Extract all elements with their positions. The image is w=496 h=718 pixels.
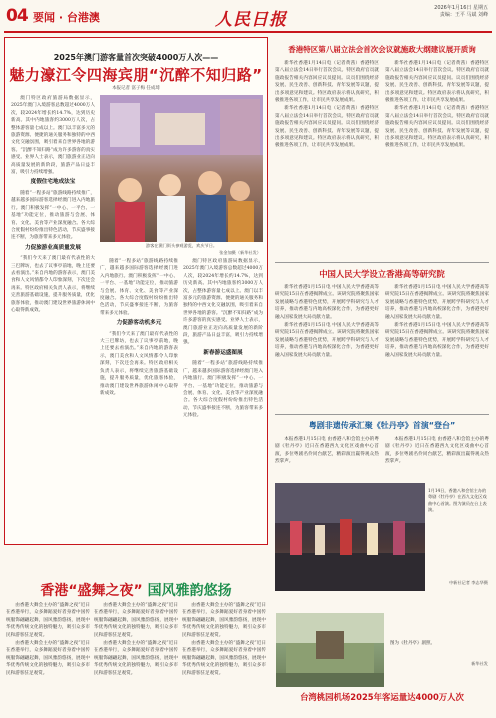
lead-subhead: 力促游客动机多元: [116, 320, 162, 327]
right-divider: [275, 414, 489, 415]
lead-subhead: 度假住宅地成法宝: [30, 179, 76, 186]
lead-photo-credit: 张金加摄（新华社发）: [219, 250, 261, 255]
editor-line: 责编：王平 马斌 刘峰: [439, 12, 488, 18]
opera-photo-caption: 1月14日，香港八和会馆主办的粤剧《牡丹亭》在西九文化区戏曲中心首演。图为演员在台上表演。: [428, 488, 487, 513]
lead-kicker: 2025年澳门游客量首次突破4000万人次——: [53, 53, 219, 62]
lead-column-2: [100, 258, 178, 538]
lead-paragraph: “我们今天来了澳门最有代表性的大三巴牌坊，也去了议事亭前地，晚上还要去看演出。”来自内地的游客表示，澳门美食和人文风情都令人印象深刻，下次还会再来。特区政府相关负责人表示，将继续完善旅游基础设施，提升服务质量，优化旅客体验，推动澳门建设世界旅游休闲中心取得新成效。: [11, 256, 95, 313]
right-divider: [275, 262, 489, 263]
bottom-paragraph: 由香港大舞会主办的“盛舞之夜”近日在香港举行，众多舞蹈爱好者身着中国传统服饰翩翩起舞，国风雅韵悠扬，展现中华优秀传统文化的独特魅力，吸引众多市民和游客驻足观赏。: [182, 641, 266, 676]
right-paragraph: 新华社香港1月15日电 中国人民大学香港高等研究院15日在香港揭牌成立。该研究院将聚焦国家发展战略与香港特色优势，开展跨学科研究与人才培养，推动香港与内地高校深化合作，为香港更好融入国家发展大局贡献力量。: [275, 285, 379, 320]
right-paragraph: 新华社香港1月15日电 中国人民大学香港高等研究院15日在香港揭牌成立。该研究院将聚焦国家发展战略与香港特色优势，开展跨学科研究与人才培养，推动香港与内地高校深化合作，为香港更好融入国家发展大局贡献力量。: [385, 285, 489, 320]
opera-photo[interactable]: [275, 483, 425, 591]
right-story-1-column-b: [385, 60, 489, 260]
opera-photo-illustration: [275, 483, 425, 591]
lead-paragraph: 澳门特区政府旅游局数据显示，2025年澳门入境游客总数超过4000万人次，较2024年增长约14.7%，达到历史新高。其中内地旅客约3000万人次，占整体游客量七成以上。澳门以丰富多元的旅游资源、便捷的通关服务和独特的中西文化交融氛围，吸引着来自世界各地的游客。“沉醉不知归路”成为许多游客的真实感受。业界人士表示，澳门旅游业正迈向高质量发展的新阶段，旅游产品日益丰富，吸引力持续增强。: [183, 259, 263, 346]
right-paragraph: 新华社香港1月14日电（记者黄茜）香港特区第八届立法会14日举行首次会议。特区政府官员就施政报告相关内容回应议员提问。议员们围绕经济发展、民生改善、创新科技、青年发展等议题，提出多项意见和建议。特区政府表示将认真研究，积极推进各项工作，让市民共享发展成果。: [275, 106, 379, 149]
bottom-column-3: [182, 602, 266, 712]
lead-subhead: 力促旅游业高质量发展: [25, 244, 81, 251]
bottom-right-photo-illustration: [276, 613, 384, 687]
right-paragraph: 本报香港1月15日电 由香港八和会馆主办的粤剧《牡丹亭》近日在香港西九文化区戏曲中心首演，多位粤剧名伶同台献艺，精彩演出赢得观众热烈掌声。: [275, 437, 379, 465]
bottom-paragraph: 由香港大舞会主办的“盛舞之夜”近日在香港举行，众多舞蹈爱好者身着中国传统服饰翩翩起舞，国风雅韵悠扬，展现中华优秀传统文化的独特魅力，吸引众多市民和游客驻足观赏。: [6, 603, 90, 638]
right-paragraph: 新华社香港1月15日电 中国人民大学香港高等研究院15日在香港揭牌成立。该研究院将聚焦国家发展战略与香港特色优势，开展跨学科研究与人才培养，推动香港与内地高校深化合作，为香港更好融入国家发展大局贡献力量。: [275, 323, 379, 358]
header-info: [434, 5, 488, 19]
lead-paragraph: 随着“一程多站”旅游线路持续推广，越来越多国际游客选择经澳门进入内地旅行。澳门积极发挥“一中心、一平台、一基地”功能定位，推动旅游与会展、体育、文化、美食等产业深度融合。各大综合度假村纷纷推出特色活动，节庆盛事接连不断，为旅客带来多元体验。: [183, 361, 263, 419]
right-headline-3[interactable]: 粤剧非遗传承汇聚《牡丹亭》首演“登台”: [308, 421, 456, 430]
right-paragraph: 新华社香港1月14日电（记者黄茜）香港特区第八届立法会14日举行首次会议。特区政府官员就施政报告相关内容回应议员提问。议员们围绕经济发展、民生改善、创新科技、青年发展等议题，提出多项意见和建议。特区政府表示将认真研究，积极推进各项工作，让市民共享发展成果。: [385, 61, 489, 104]
lead-photo[interactable]: [100, 95, 263, 242]
bottom-paragraph: 由香港大舞会主办的“盛舞之夜”近日在香港举行，众多舞蹈爱好者身着中国传统服饰翩翩起舞，国风雅韵悠扬，展现中华优秀传统文化的独特魅力，吸引众多市民和游客驻足观赏。: [94, 641, 178, 676]
right-paragraph: 新华社香港1月14日电（记者黄茜）香港特区第八届立法会14日举行首次会议。特区政府官员就施政报告相关内容回应议员提问。议员们围绕经济发展、民生改善、创新科技、青年发展等议题，提出多项意见和建议。特区政府表示将认真研究，积极推进各项工作，让市民共享发展成果。: [275, 61, 379, 104]
header-rule: [4, 31, 492, 33]
lead-byline: 本报记者 富子梅 任成琦: [112, 86, 160, 91]
right-story-3-column-b: [385, 436, 489, 480]
bottom-headline[interactable]: [4, 580, 268, 600]
bottom-paragraph: 由香港大舞会主办的“盛舞之夜”近日在香港举行，众多舞蹈爱好者身着中国传统服饰翩翩起舞，国风雅韵悠扬，展现中华优秀传统文化的独特魅力，吸引众多市民和游客驻足观赏。: [182, 603, 266, 638]
lead-paragraph: 澳门特区政府旅游局数据显示，2025年澳门入境游客总数超过4000万人次，较2024年增长约14.7%，达到历史新高。其中内地旅客约3000万人次，占整体游客量七成以上。澳门以丰富多元的旅游资源、便捷的通关服务和独特的中西文化交融氛围，吸引着来自世界各地的游客。“沉醉不知归路”成为许多游客的真实感受。业界人士表示，澳门旅游业正迈向高质量发展的新阶段，旅游产品日益丰富，吸引力持续增强。: [11, 96, 95, 176]
bottom-right-headline[interactable]: 台湾桃园机场2025年客运量达4000万人次: [300, 692, 464, 702]
right-paragraph: 新华社香港1月14日电（记者黄茜）香港特区第八届立法会14日举行首次会议。特区政府官员就施政报告相关内容回应议员提问。议员们围绕经济发展、民生改善、创新科技、青年发展等议题，提出多项意见和建议。特区政府表示将认真研究，积极推进各项工作，让市民共享发展成果。: [385, 106, 489, 149]
bottom-headline-part-2: 国风雅韵悠扬: [147, 583, 232, 599]
bottom-paragraph: 由香港大舞会主办的“盛舞之夜”近日在香港举行，众多舞蹈爱好者身着中国传统服饰翩翩起舞，国风雅韵悠扬，展现中华优秀传统文化的独特魅力，吸引众多市民和游客驻足观赏。: [94, 603, 178, 638]
bottom-paragraph: 由香港大舞会主办的“盛舞之夜”近日在香港举行，众多舞蹈爱好者身着中国传统服饰翩翩起舞，国风雅韵悠扬，展现中华优秀传统文化的独特魅力，吸引众多市民和游客驻足观赏。: [6, 641, 90, 676]
lead-photo-caption: 游客在澳门街头参观游览，欢庆节日。: [145, 243, 218, 248]
right-paragraph: 本报香港1月15日电 由香港八和会馆主办的粤剧《牡丹亭》近日在香港西九文化区戏曲中心首演，多位粤剧名伶同台献艺，精彩演出赢得观众热烈掌声。: [385, 437, 489, 465]
bottom-right-photo[interactable]: [276, 613, 384, 687]
lead-column-1: [11, 95, 95, 535]
right-story-3-column-a: [275, 436, 379, 480]
right-story-1-column-a: [275, 60, 379, 260]
bottom-headline-part-1: 香港“盛舞之夜”: [40, 583, 143, 599]
right-paragraph: 新华社香港1月15日电 中国人民大学香港高等研究院15日在香港揭牌成立。该研究院将聚焦国家发展战略与香港特色优势，开展跨学科研究与人才培养，推动香港与内地高校深化合作，为香港更好融入国家发展大局贡献力量。: [385, 323, 489, 358]
right-story-2-column-b: [385, 284, 489, 412]
right-headline-2[interactable]: 中国人民大学设立香港高等研究院: [319, 269, 445, 279]
page-number: 04: [6, 6, 28, 26]
lead-photo-illustration: [100, 95, 263, 242]
lead-paragraph: 随着“一程多站”旅游线路持续推广，越来越多国际游客选择经澳门进入内地旅行。澳门积极发挥“一中心、一平台、一基地”功能定位，推动旅游与会展、体育、文化、美食等产业深度融合。各大综合度假村纷纷推出特色活动，节庆盛事接连不断，为旅客带来多元体验。: [100, 259, 178, 316]
lead-column-3: [183, 258, 263, 538]
newspaper-logo: 人民日报: [215, 10, 287, 30]
section-title: 要闻 · 台港澳: [33, 11, 100, 24]
date-line: 2026年1月16日 星期五: [434, 5, 488, 11]
page-header: [0, 0, 496, 34]
right-story-2-column-a: [275, 284, 379, 412]
lead-subhead: 新春游运盛图展: [203, 349, 243, 356]
right-headline-1[interactable]: 香港特区第八届立法会首次会议就施政大纲建议展开质询: [288, 45, 476, 54]
opera-photo-credit: 中新社记者 李志华摄: [448, 580, 488, 585]
bottom-column-1: [6, 602, 90, 712]
bottom-column-2: [94, 602, 178, 712]
lead-paragraph: “我们今天来了澳门最有代表性的大三巴牌坊，也去了议事亭前地，晚上还要去看演出。”来自内地的游客表示，澳门美食和人文风情都令人印象深刻，下次还会再来。特区政府相关负责人表示，将继续完善旅游基础设施，提升服务质量，优化旅客体验，推动澳门建设世界旅游休闲中心取得新成效。: [100, 331, 178, 396]
bottom-right-credit: 新华社发: [471, 661, 488, 666]
lead-paragraph: 随着“一程多站”旅游线路持续推广，越来越多国际游客选择经澳门进入内地旅行。澳门积极发挥“一中心、一平台、一基地”功能定位，推动旅游与会展、体育、文化、美食等产业深度融合。各大综合度假村纷纷推出特色活动，节庆盛事接连不断，为旅客带来多元体验。: [11, 190, 95, 241]
bottom-right-caption: 图为《牡丹亭》剧照。: [390, 641, 435, 646]
lead-headline[interactable]: 魅力濠江令四海宾朋“沉醉不知归路”: [9, 66, 263, 84]
lead-story: [4, 37, 268, 545]
